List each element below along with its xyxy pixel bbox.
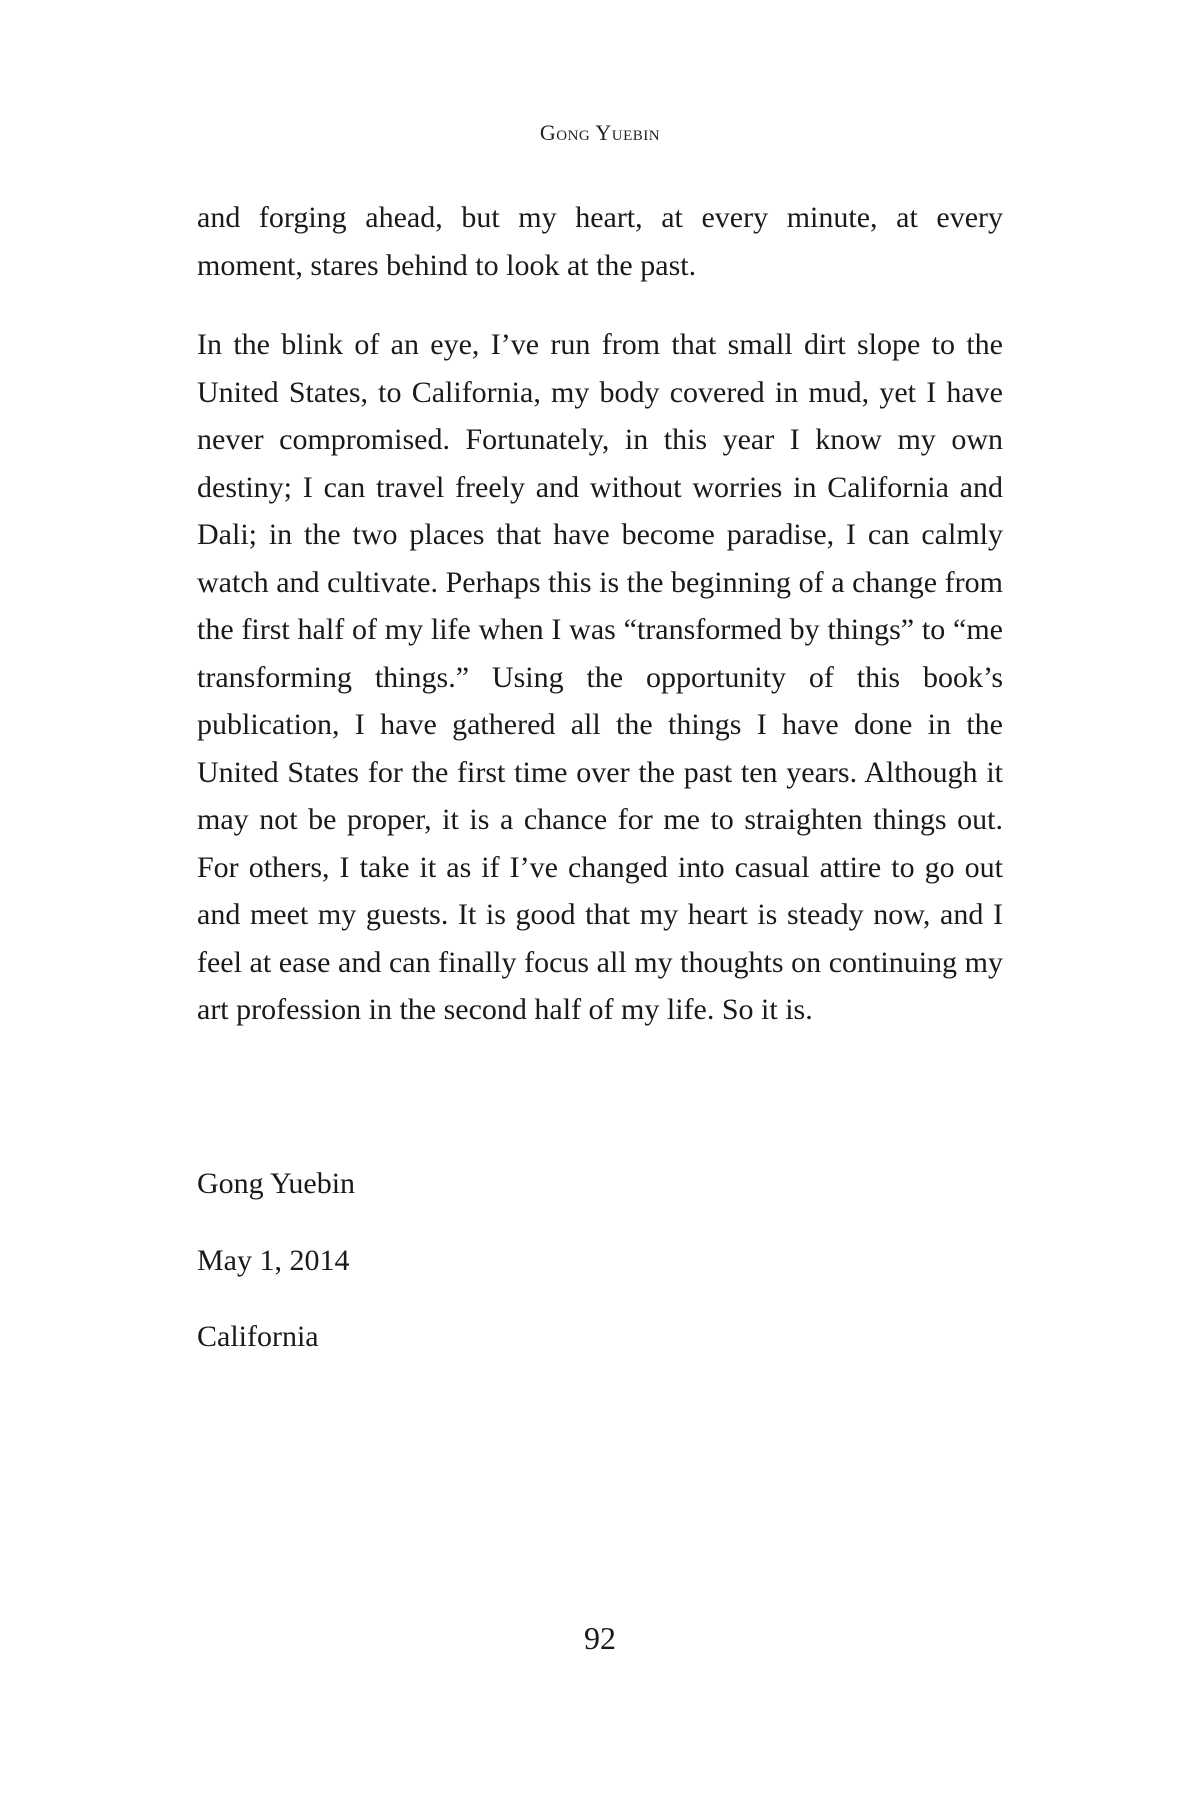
body-text <box>197 194 1003 1066</box>
signature-place: California <box>197 1320 319 1353</box>
running-header: Gong Yuebin <box>539 120 661 145</box>
page-number: 92 <box>584 1620 616 1656</box>
signature-block <box>197 1160 355 1390</box>
signature-date: May 1, 2014 <box>197 1243 350 1277</box>
signature-author: Gong Yuebin <box>197 1167 356 1200</box>
paragraph-continuation: and forging ahead, but my heart, at every minute, at every moment, stares behind to look at the past. <box>197 201 1003 282</box>
paragraph-main: In the blink of an eye, I’ve run from that small dirt slope to the United States, to California, my body covered in mud, yet I have never compromised. Fortunately, in this year I know my own destiny; I can travel freely and without worries in California and Dali; in the two places that have become paradise, I can calmly watch and cultivate. Perhaps this is the beginning of a change from the first half of my life when I was “transformed by things” to “me transforming things.” Using the opportunity of this book’s publication, I have gathered all the things I have done in the United States for the first time over the past ten years. Although it may not be proper, it is a chance for me to straighten things out. For others, I take it as if I’ve changed into casual attire to go out and meet my guests. It is good that my heart is steady now, and I feel at ease and can finally focus all my thoughts on continuing my art profession in the second half of my life. So it is. <box>197 328 1003 1026</box>
